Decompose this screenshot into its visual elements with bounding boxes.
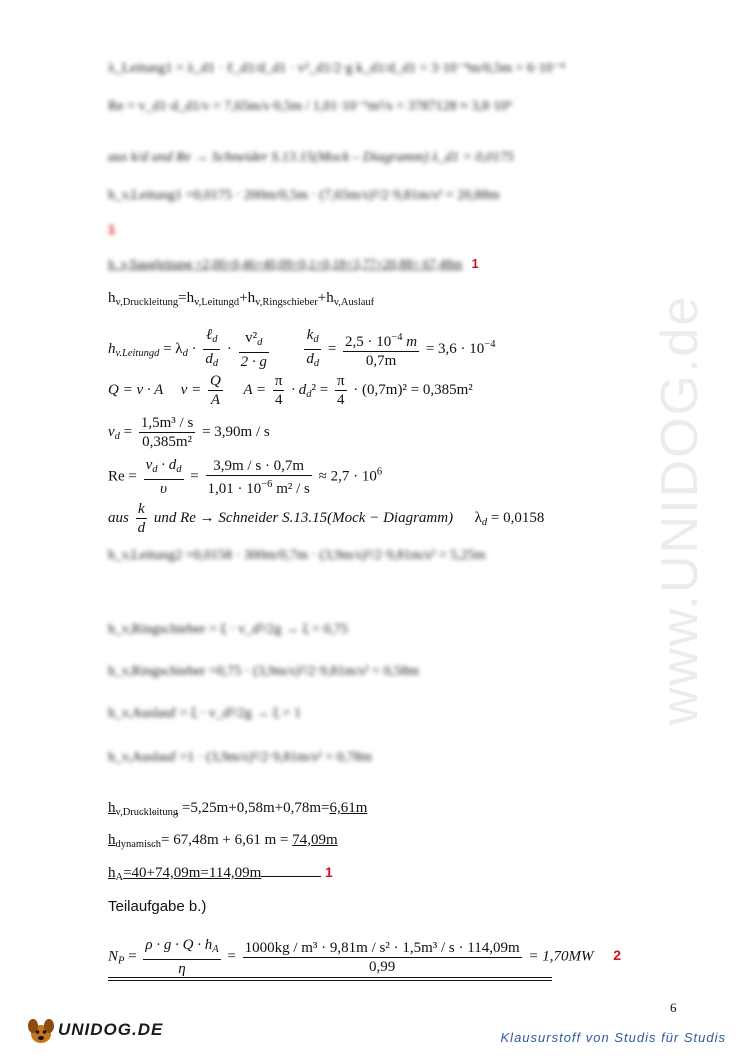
score-mark: 1 bbox=[325, 864, 333, 880]
subtask-heading: Teilaufgabe b.) bbox=[108, 898, 207, 915]
blurred-equation: h_v,Saugleitung =2,00+0,46+40,09+0,1+0,18+3,77+20,88= 67,48m 1 bbox=[108, 256, 479, 271]
blurred-equation: λ_Leitung1 = λ_d1 · ℓ_d1/d_d1 · v²_d1/2·g k_d1/d_d1 = 3·10⁻⁴m/0,5m = 6·10⁻⁴ bbox=[108, 61, 565, 76]
page-number: 6 bbox=[670, 1000, 677, 1015]
dog-icon bbox=[24, 1014, 58, 1048]
leitungd-equation: $h_{v.Leitungd} = \lambda_d$ · $\frac{\ell_d}{d_d}$ · $\frac{v^2_d}{2 \cdot g}$ $\frac{k_d}{d_d}$ = $\frac{2,5 \cdot 10^{-4} m}{0,7m}$ = $3,6 \cdot 10^{-4}$ bbox=[108, 327, 496, 370]
druckleitung-sum: $h_{v,Druckleitung}=h_{v,Leitungd}+h_{v,Ringschieber}+h_{v,Auslauf}$ bbox=[108, 290, 375, 308]
final-double-underline bbox=[108, 977, 552, 981]
watermark: www.UNIDOG.de bbox=[651, 294, 709, 726]
logo-text: UNIDOG.DE bbox=[58, 1020, 164, 1039]
blurred-equation: h_v,Auslauf = ξ · v_d²/2g → ξ = 1 bbox=[108, 706, 301, 721]
score-mark: 2 bbox=[613, 947, 622, 964]
footer-tagline: Klausurstoff von Studis für Studis bbox=[500, 1030, 726, 1045]
dynamic-head-result: $h_{dynamisch}= 67,48m + 6,61$ m = 74,09m bbox=[108, 832, 338, 850]
blurred-equation: h_v,Leitung2 =0,0158 · 300m/0,7m · (3,9m/s)²/2·9,81m/s² = 5,25m bbox=[108, 548, 486, 563]
score-mark: 1 bbox=[108, 222, 116, 237]
velocity-equation: $v_d$ = $\frac{\text{1,5m³ / s}}{\text{0,385m²}}$ = 3,90m / s bbox=[108, 415, 270, 450]
blurred-equation: aus k/d und Re → Schneider S.13.15(Mock – Diagramm) λ_d1 = 0,0175 bbox=[108, 150, 514, 165]
blurred-equation: h_v,Ringschieber = ξ · v_d²/2g → ξ = 0,75 bbox=[108, 622, 348, 637]
power-equation: $N_P$ = $\frac{\rho \cdot g \cdot Q \cdot h_A}{\eta}$ = $\frac{\text{1000kg / m³ · 9,81m / s² · 1,5m³ / s · 114,09m}}{0,99}$ = 1,70MW 2 bbox=[108, 937, 622, 977]
blurred-equation: h_v,Auslauf =1 · (3,9m/s)²/2·9,81m/s² = 0,78m bbox=[108, 750, 372, 765]
total-head-result: $h_A=40+74,09m=114,09m$ 1 bbox=[108, 864, 333, 883]
unidog-logo bbox=[24, 1014, 164, 1048]
druckleitung-result: $h_{v,Druckleitung} =5,25m+0,58m+0,78m=6,61m$ bbox=[108, 800, 368, 818]
reynolds-equation: Re = $\frac{v_d \cdot d_d}{\upsilon}$ = $\frac{3,9m / s \cdot 0,7m}{1,01 \cdot 10^{-6} m^2 / s}$ ≈ $2,7 \cdot 10^6$ bbox=[108, 457, 383, 497]
flow-area-equation: Q = v · A v = $\frac{Q}{A}$ A = $\frac{\pi}{4}$ · $d_d^2$ = $\frac{\pi}{4}$ · (0,7m)² = 0,385m² bbox=[108, 373, 473, 408]
blurred-equation: Re = v_d1·d_d1/ν = 7,65m/s·0,5m / 1,01·10⁻⁶m²/s = 3787128 ≈ 3,8·10⁶ bbox=[108, 99, 513, 114]
blurred-equation: h_v,Ringschieber =0,75 · (3,9m/s)²/2·9,81m/s² = 0,58m bbox=[108, 664, 420, 679]
blurred-equation: h_v,Leitung1 =0,0175 · 200m/0,5m · (7,65m/s)²/2·9,81m/s² = 20,88m bbox=[108, 188, 500, 203]
score-mark: 1 bbox=[471, 256, 479, 271]
lambda-equation: aus $\frac{k}{d}$ und Re → Schneider S.13.15(Mock − Diagramm) $\lambda_d = 0,0158$ bbox=[108, 501, 545, 536]
